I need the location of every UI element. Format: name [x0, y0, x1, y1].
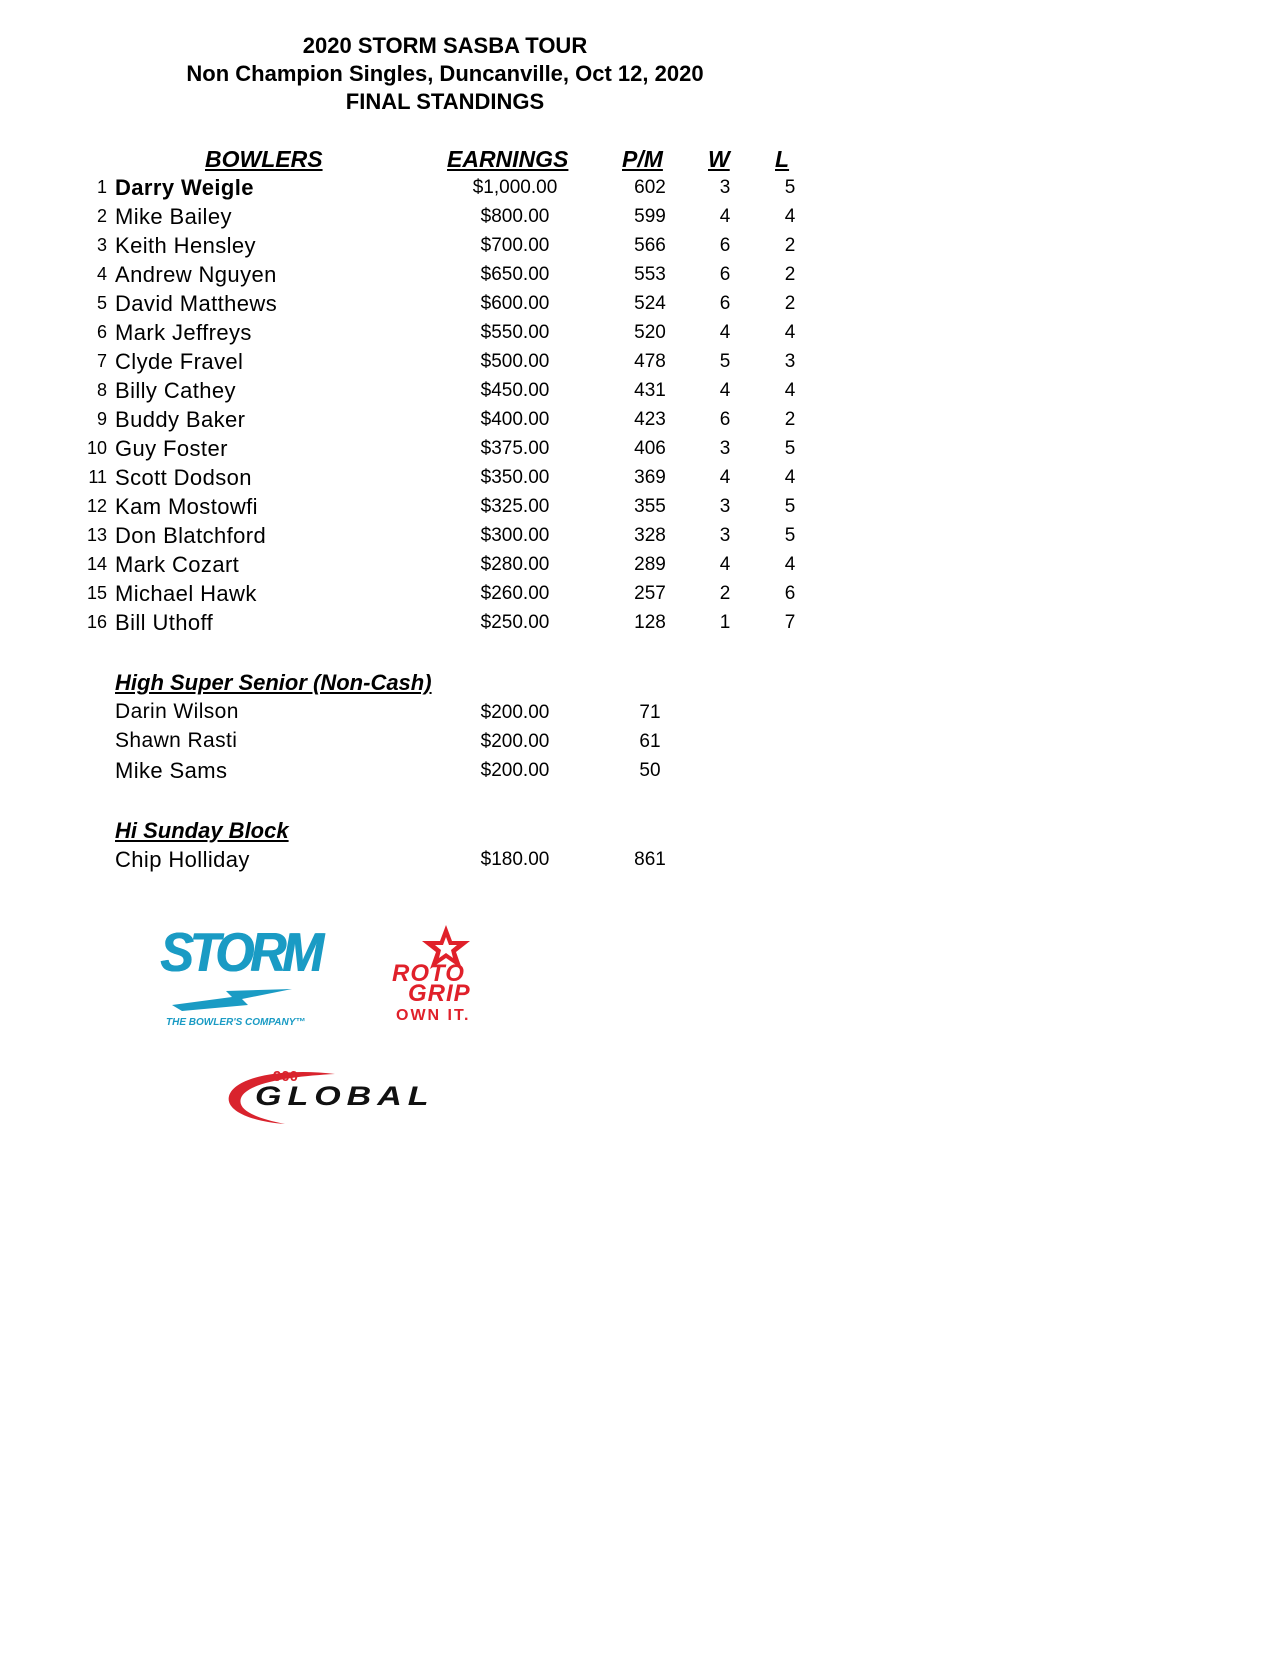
bowler-name-cell: Guy Foster [115, 436, 228, 461]
column-header-l: L [775, 146, 790, 172]
rank-cell: 8 [96, 380, 107, 400]
earnings-cell: $325.00 [480, 496, 550, 517]
earnings-cell: $650.00 [480, 264, 550, 285]
pm-cell: 602 [634, 177, 666, 198]
table-row [0, 407, 900, 435]
pm-cell: 478 [634, 351, 666, 372]
pm-cell: 524 [634, 293, 666, 314]
earnings-cell: $280.00 [480, 554, 550, 575]
earnings-cell: $375.00 [480, 438, 550, 459]
rank-cell: 4 [96, 264, 107, 284]
earnings-cell: $400.00 [480, 409, 550, 430]
wins-cell: 6 [719, 235, 731, 256]
wins-cell: 6 [719, 409, 731, 430]
bowler-name-cell: Michael Hawk [115, 581, 257, 606]
earnings-cell: $600.00 [480, 293, 550, 314]
wins-cell: 4 [719, 206, 731, 227]
title-line-2: Non Champion Singles, Duncanville, Oct 12, 2020 [186, 61, 704, 86]
bowler-name-cell: Andrew Nguyen [115, 262, 277, 287]
earnings-cell: $260.00 [480, 583, 550, 604]
pm-cell: 566 [634, 235, 666, 256]
pm-cell: 257 [634, 583, 666, 604]
table-row [0, 465, 900, 493]
bowler-name-cell: Shawn Rasti [115, 729, 238, 752]
column-header-bowlers: BOWLERS [205, 146, 323, 172]
rank-cell: 7 [96, 351, 107, 371]
wins-cell: 5 [719, 351, 731, 372]
wins-cell: 1 [719, 612, 731, 633]
title-line-3: FINAL STANDINGS [345, 89, 545, 114]
wins-cell: 6 [719, 264, 731, 285]
earnings-cell: $350.00 [480, 467, 550, 488]
table-row [0, 494, 900, 522]
bowler-name-cell: Mark Cozart [115, 552, 240, 577]
table-row [0, 581, 900, 609]
pm-cell: 328 [634, 525, 666, 546]
pm-cell: 406 [634, 438, 666, 459]
table-row [0, 291, 900, 319]
rank-cell: 15 [86, 583, 107, 603]
bowler-name-cell: Mike Sams [115, 758, 228, 783]
wins-cell: 2 [719, 583, 731, 604]
earnings-cell: $200.00 [480, 702, 550, 723]
wins-cell: 3 [719, 496, 731, 517]
earnings-cell: $1,000.00 [472, 177, 558, 198]
bowler-name-cell: Don Blatchford [115, 523, 267, 548]
bowler-name-cell: David Matthews [115, 291, 278, 316]
bowler-name-cell: Buddy Baker [115, 407, 246, 432]
earnings-cell: $200.00 [480, 731, 550, 752]
losses-cell: 2 [784, 409, 796, 430]
pm-cell: 599 [634, 206, 666, 227]
losses-cell: 4 [784, 206, 796, 227]
losses-cell: 4 [784, 380, 796, 401]
table-row [0, 729, 900, 757]
rank-cell: 11 [88, 467, 107, 487]
pm-cell: 431 [634, 380, 666, 401]
rotogrip-logo-line2: GRIP [408, 980, 471, 1007]
rank-cell: 9 [96, 409, 107, 429]
rank-cell: 13 [86, 525, 107, 545]
rotogrip-logo [390, 925, 530, 1030]
earnings-cell: $250.00 [480, 612, 550, 633]
losses-cell: 2 [784, 293, 796, 314]
bowler-name-cell: Keith Hensley [115, 233, 256, 258]
wins-cell: 4 [719, 380, 731, 401]
storm-logo [160, 921, 320, 1035]
storm-logo-word: STORM [160, 921, 320, 984]
earnings-cell: $200.00 [480, 760, 550, 781]
lightning-bolt-icon [172, 985, 292, 1011]
rotogrip-logo-line1: ROTO [392, 960, 465, 987]
losses-cell: 3 [784, 351, 796, 372]
rank-cell: 16 [86, 612, 107, 632]
pm-cell: 289 [634, 554, 666, 575]
table-row [0, 700, 900, 728]
pm-cell: 369 [634, 467, 666, 488]
table-row [0, 204, 900, 232]
losses-cell: 4 [784, 322, 796, 343]
900-global-logo [225, 1068, 585, 1128]
losses-cell: 7 [784, 612, 796, 633]
rotogrip-logo-tagline: OWN IT. [396, 1007, 471, 1024]
title-line-1: 2020 STORM SASBA TOUR [302, 33, 588, 58]
table-row [0, 175, 900, 203]
table-row [0, 262, 900, 290]
bowler-name-cell: Scott Dodson [115, 465, 252, 490]
losses-cell: 5 [784, 525, 796, 546]
table-row [0, 436, 900, 464]
earnings-cell: $180.00 [480, 849, 550, 870]
pm-cell: 50 [639, 760, 661, 781]
bowler-name-cell: Darry Weigle [115, 175, 254, 200]
wins-cell: 4 [719, 322, 731, 343]
rank-cell: 12 [86, 496, 107, 516]
global-logo-number: 900 [273, 1068, 299, 1085]
storm-logo-tagline: THE BOWLER'S COMPANY™ [166, 1017, 306, 1028]
losses-cell: 5 [784, 177, 796, 198]
wins-cell: 3 [719, 525, 731, 546]
rank-cell: 10 [86, 438, 107, 458]
column-header-earnings: EARNINGS [447, 146, 569, 172]
table-row [0, 523, 900, 551]
wins-cell: 3 [719, 438, 731, 459]
bowler-name-cell: Kam Mostowfi [115, 494, 258, 519]
pm-cell: 553 [634, 264, 666, 285]
wins-cell: 4 [719, 467, 731, 488]
pm-cell: 423 [634, 409, 666, 430]
pm-cell: 861 [634, 849, 666, 870]
bowler-name-cell: Chip Holliday [115, 847, 250, 872]
pm-cell: 71 [639, 702, 661, 723]
losses-cell: 2 [784, 264, 796, 285]
super-senior-section-title: High Super Senior (Non-Cash) [115, 670, 432, 695]
wins-cell: 6 [719, 293, 731, 314]
rank-cell: 2 [96, 206, 107, 226]
table-row [0, 349, 900, 377]
pm-cell: 128 [634, 612, 666, 633]
table-row [0, 758, 900, 786]
earnings-cell: $800.00 [480, 206, 550, 227]
losses-cell: 6 [784, 583, 796, 604]
losses-cell: 2 [784, 235, 796, 256]
column-header-pm: P/M [622, 146, 663, 172]
pm-cell: 61 [639, 731, 661, 752]
earnings-cell: $700.00 [480, 235, 550, 256]
rank-cell: 14 [86, 554, 107, 574]
losses-cell: 5 [784, 496, 796, 517]
global-logo-word: GLOBAL [255, 1081, 435, 1112]
table-row [0, 847, 900, 875]
table-row [0, 320, 900, 348]
losses-cell: 4 [784, 554, 796, 575]
table-row [0, 610, 900, 638]
wins-cell: 4 [719, 554, 731, 575]
bowler-name-cell: Darin Wilson [115, 700, 239, 723]
bowler-name-cell: Clyde Fravel [115, 349, 244, 374]
rank-cell: 1 [96, 177, 107, 197]
table-row [0, 233, 900, 261]
earnings-cell: $500.00 [480, 351, 550, 372]
pm-cell: 520 [634, 322, 666, 343]
wins-cell: 3 [719, 177, 731, 198]
column-header-w: W [708, 146, 730, 172]
pm-cell: 355 [634, 496, 666, 517]
bowler-name-cell: Mike Bailey [115, 204, 232, 229]
rank-cell: 6 [96, 322, 107, 342]
losses-cell: 4 [784, 467, 796, 488]
earnings-cell: $550.00 [480, 322, 550, 343]
bowler-name-cell: Bill Uthoff [115, 610, 214, 635]
table-row [0, 552, 900, 580]
table-row [0, 378, 900, 406]
rank-cell: 5 [96, 293, 107, 313]
document-title [0, 32, 890, 116]
bowler-name-cell: Mark Jeffreys [115, 320, 252, 345]
sunday-block-section-title: Hi Sunday Block [115, 818, 289, 843]
rank-cell: 3 [96, 235, 107, 255]
earnings-cell: $450.00 [480, 380, 550, 401]
earnings-cell: $300.00 [480, 525, 550, 546]
bowler-name-cell: Billy Cathey [115, 378, 236, 403]
losses-cell: 5 [784, 438, 796, 459]
